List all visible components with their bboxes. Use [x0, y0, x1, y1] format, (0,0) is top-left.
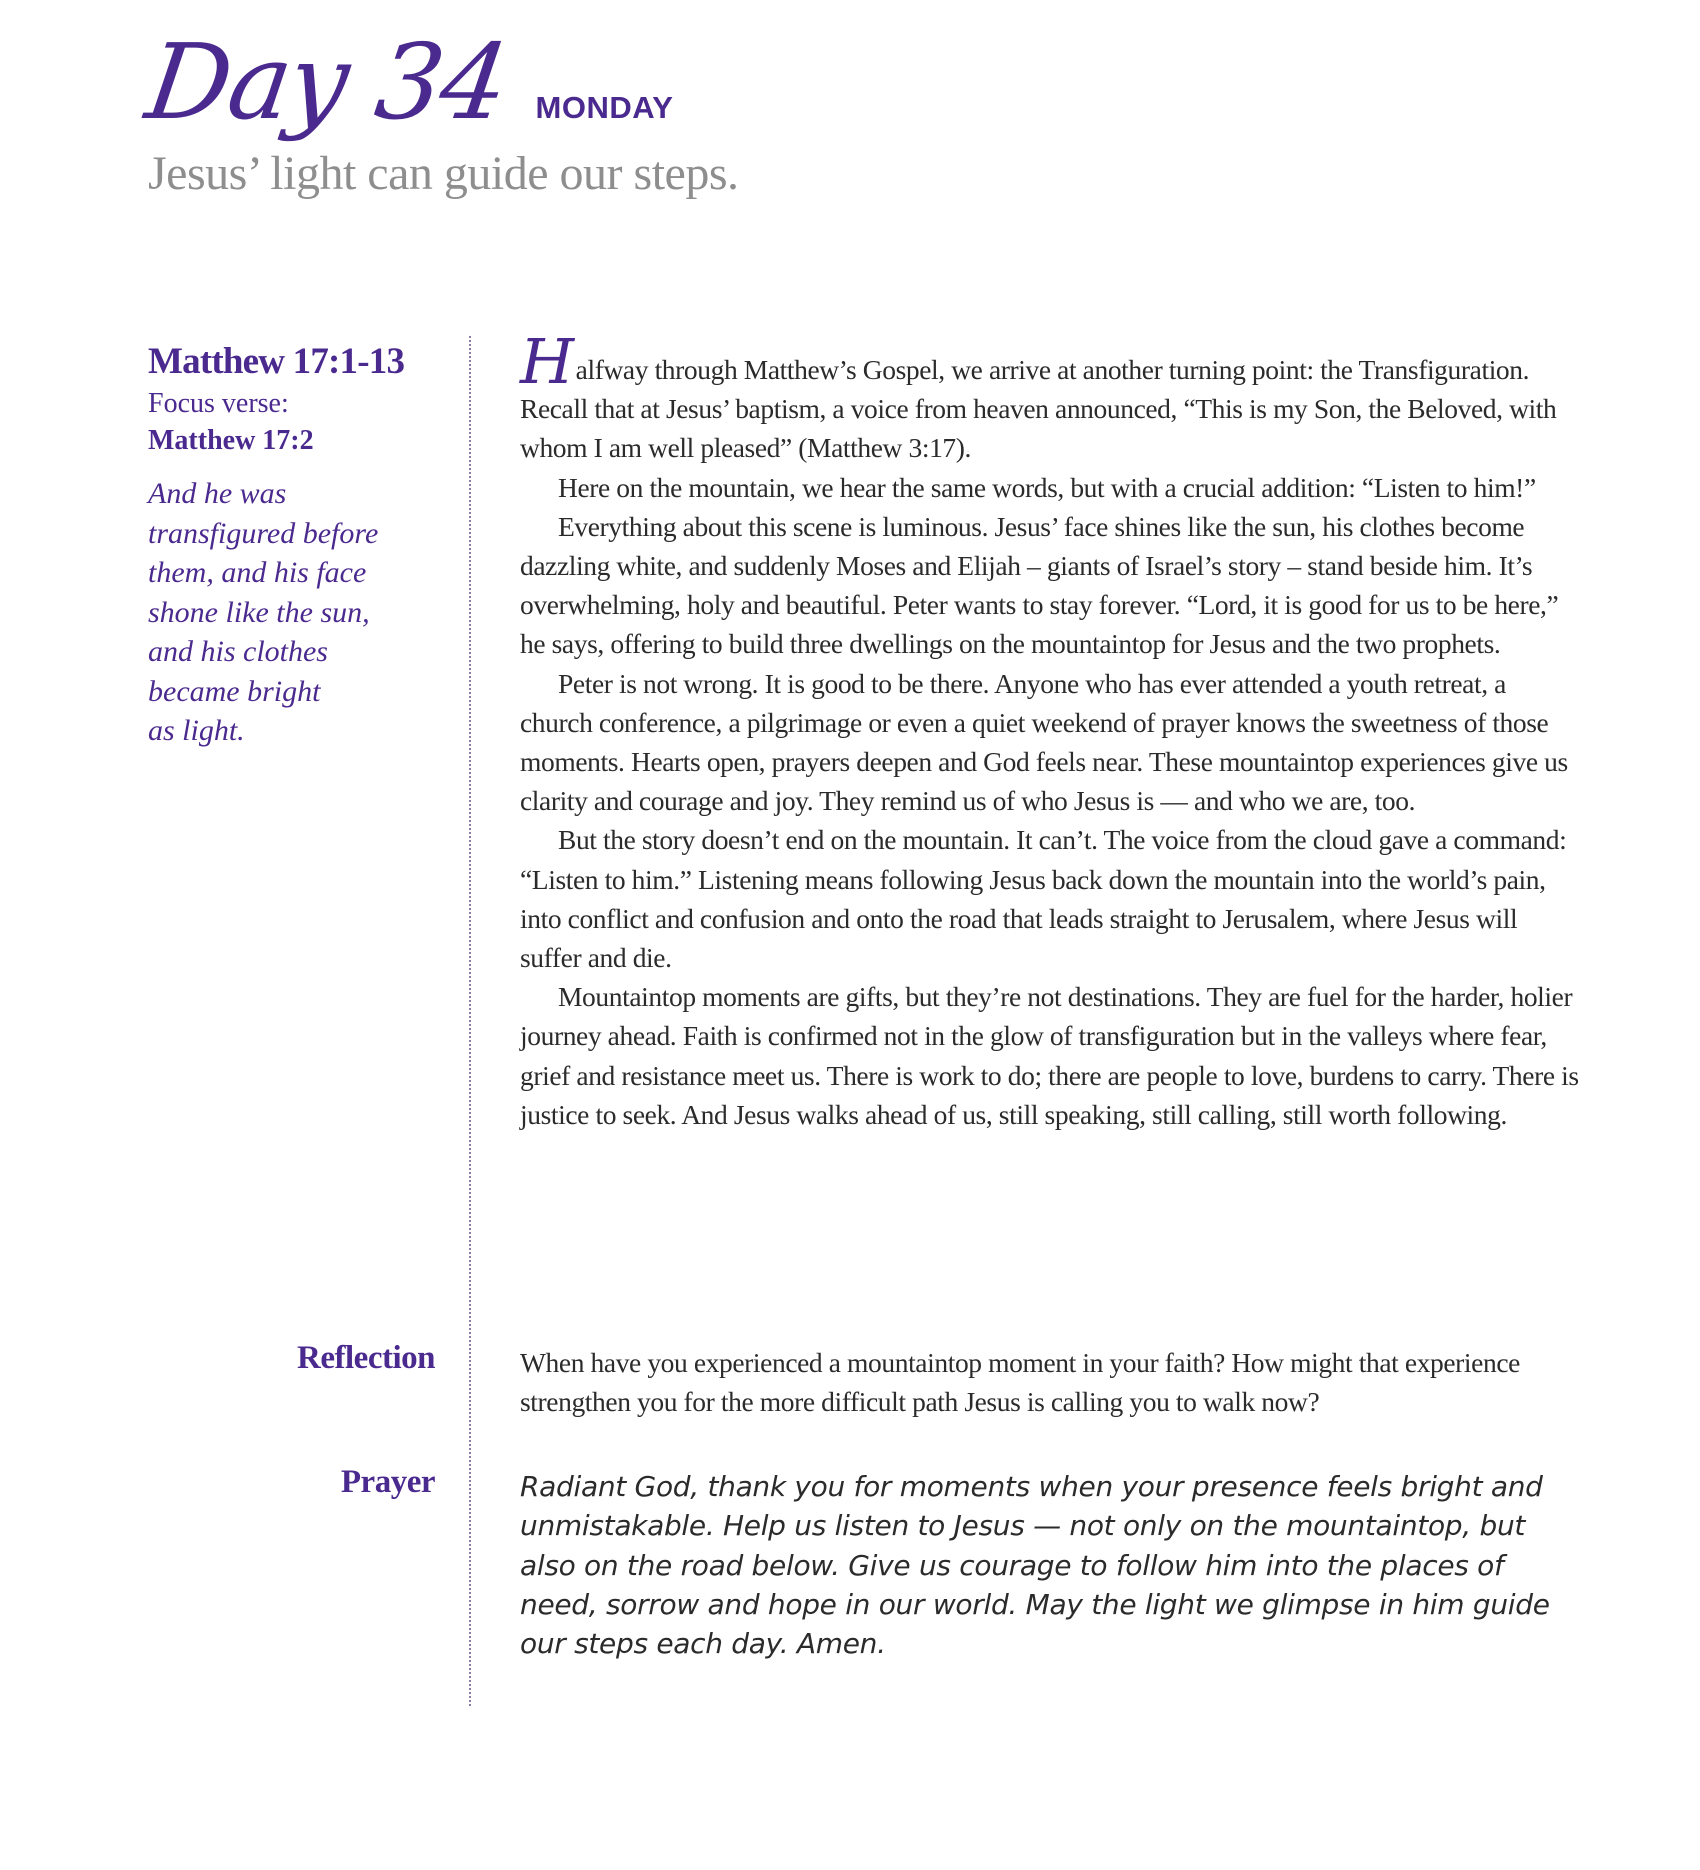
body-paragraph: Everything about this scene is luminous. Jesus’ face shines like the sun, his clothes become dazzling white, and suddenly Moses and Elijah – giants of Israel’s story – stand beside him. It’s overwhelming, holy and beautiful. Peter wants to stay forever. “Lord, it is good for us to be here,” he says, offering to build three dwellings on the mountaintop for Jesus and the two prophets. — [520, 510, 1559, 660]
scripture-sidebar — [148, 340, 448, 751]
body-paragraph: Here on the mountain, we hear the same words, but with a crucial addition: “Listen to him!” — [558, 471, 1536, 503]
prayer-label: Prayer — [340, 1464, 435, 1500]
day-heading — [139, 21, 1548, 143]
page-header — [139, 21, 1548, 201]
focus-verse-reference: Matthew 17:2 — [148, 425, 314, 456]
reflection-text: When have you experienced a mountaintop moment in your faith? How might that experience strengthen you for the more difficult path Jesus is calling you to walk now? — [520, 1347, 1520, 1418]
body-paragraph: Mountaintop moments are gifts, but they’re not destinations. They are fuel for the harder, holier journey ahead. Faith is confirmed not in the glow of transfiguration but in the valleys where fear, grief and resistance meet us. There is work to do; there are people to love, burdens to carry. There is justice to seek. And Jesus walks ahead of us, still speaking, still calling, still worth following. — [520, 981, 1579, 1130]
focus-verse-text: And he was transfigured before them, and his face shone like the sun, and his clothes became bright as light. — [148, 477, 379, 747]
reflection-label: Reflection — [297, 1340, 435, 1376]
drop-cap: H — [520, 325, 574, 398]
page-subtitle: Jesus’ light can guide our steps. — [148, 147, 739, 200]
day-title: Day 34 — [139, 21, 515, 143]
body-paragraph: Peter is not wrong. It is good to be there. Anyone who has ever attended a youth retreat, a church conference, a pilgrimage or even a quiet weekend of prayer knows the sweetness of those moments. Hearts open, prayers deepen and God feels near. These mountaintop experiences give us clarity and courage and joy. They remind us of who Jesus is — and who we are, too. — [520, 667, 1568, 817]
paragraph-text: alfway through Matthew’s Gospel, we arrive at another turning point: the Transfiguration. Recall that at Jesus’ baptism, a voice from heaven announced, “This is my Son, the Beloved, with whom I am well pleased” (Matthew 3:17). — [520, 354, 1557, 464]
focus-verse-label: Focus verse: — [148, 388, 289, 419]
weekday-label: MONDAY — [535, 90, 674, 125]
prayer-text: Radiant God, thank you for moments when your presence feels bright and unmistakable. Help us listen to Jesus — not only on the mountaintop, but also on the road below. Give us courage to follow him into the places of need, sorrow and hope in our world. May the light we glimpse in him guide our steps each day. Amen. — [520, 1470, 1550, 1661]
devotional-body — [520, 325, 1580, 1134]
body-paragraph: But the story doesn’t end on the mountain. It can’t. The voice from the cloud gave a command: “Listen to him.” Listening means following Jesus back down the mountain into the world’s pain, into conflict and confusion and onto the road that leads straight to Jerusalem, where Jesus will suffer and die. — [520, 824, 1567, 974]
reading-reference: Matthew 17:1-13 — [148, 341, 405, 382]
body-paragraph — [520, 325, 1580, 468]
dotted-divider — [469, 336, 471, 1706]
